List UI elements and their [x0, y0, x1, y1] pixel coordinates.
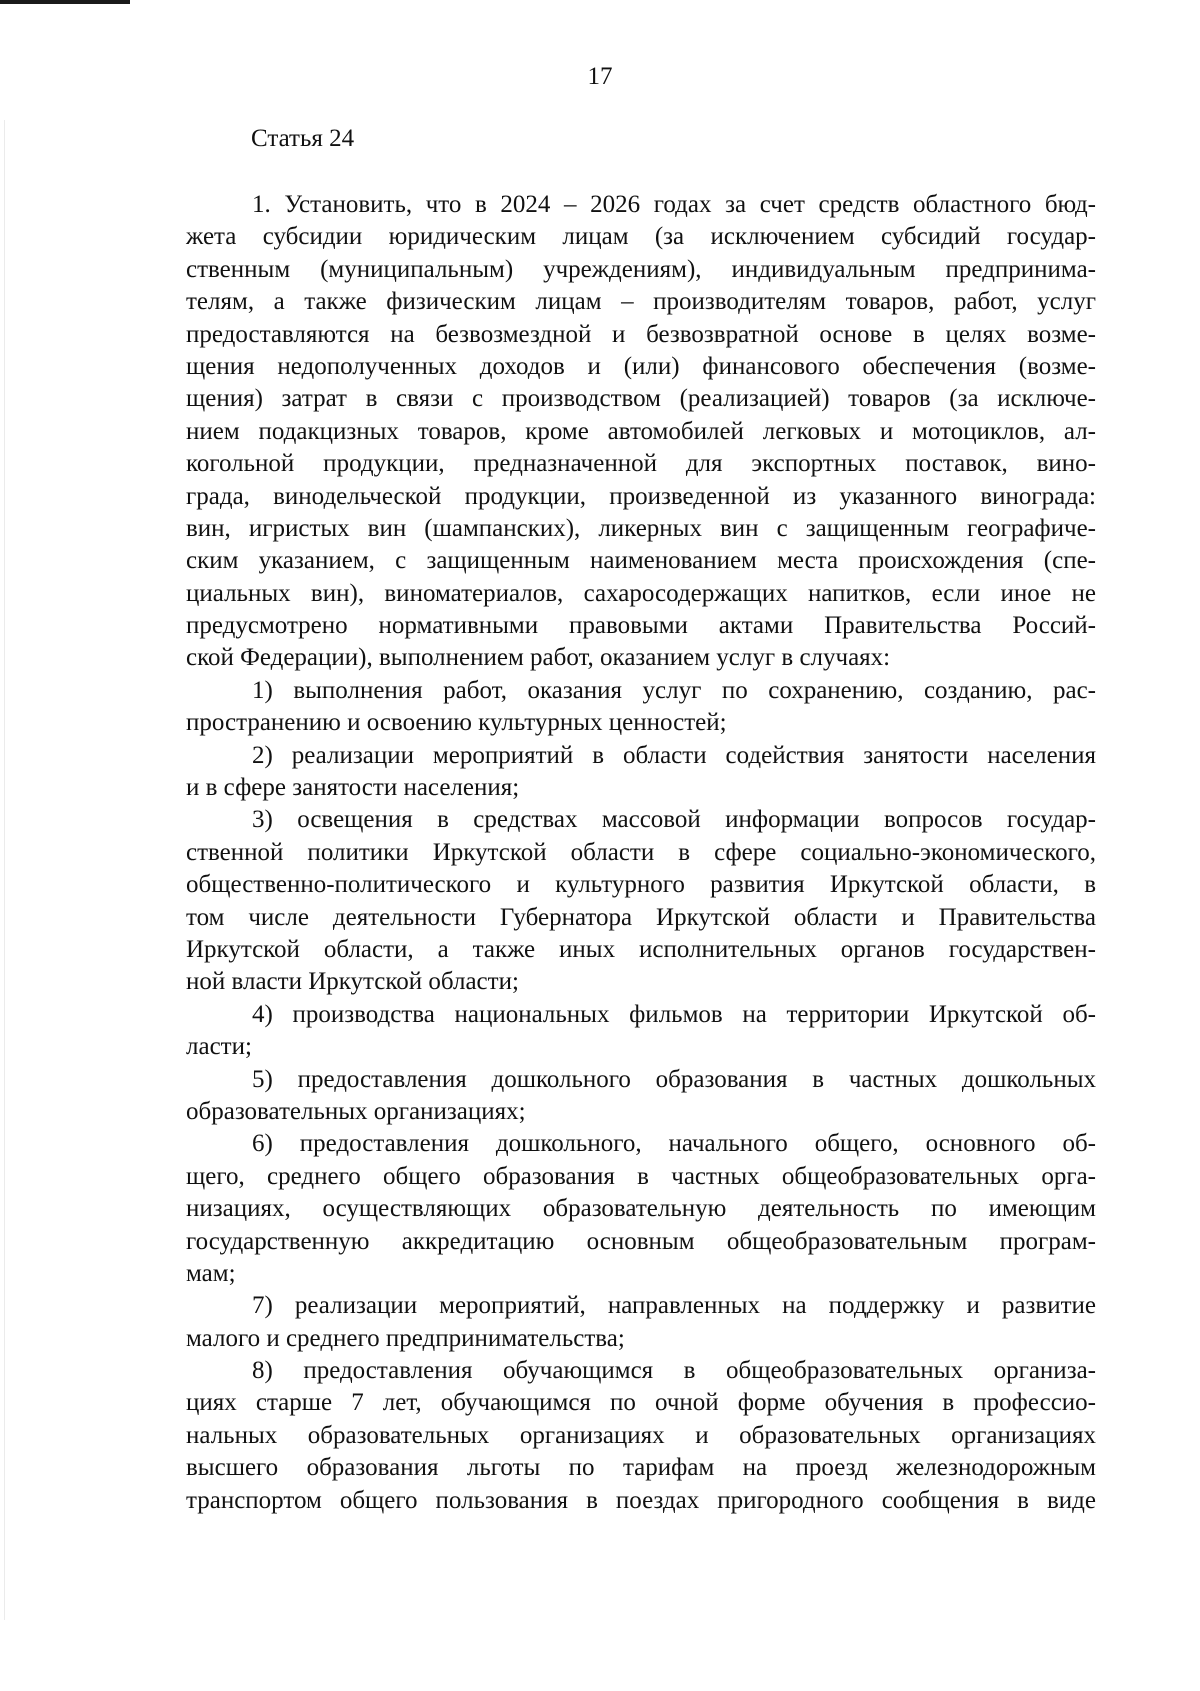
- text-line: циальных вин), виноматериалов, сахаросодержащих напитков, если иное не: [186, 579, 1096, 607]
- text-line: мам;: [186, 1259, 236, 1287]
- article-title: Статья 24: [251, 125, 355, 152]
- page-number: 17: [587, 63, 613, 90]
- text-line: государственную аккредитацию основным общеобразовательным програм-: [186, 1227, 1096, 1255]
- scan-edge-line: [4, 120, 5, 1620]
- text-line: ственным (муниципальным) учреждениям), индивидуальным предпринима-: [186, 255, 1096, 283]
- text-line: нальных образовательных организациях и образовательных организациях: [186, 1421, 1096, 1449]
- text-line: 8) предоставления обучающимся в общеобразовательных организа-: [252, 1357, 1096, 1385]
- text-line: и в сфере занятости населения;: [186, 774, 520, 802]
- scan-corner-mark: [0, 0, 130, 4]
- text-line: 7) реализации мероприятий, направленных на поддержку и развитие: [252, 1292, 1096, 1320]
- text-line: когольной продукции, предназначенной для экспортных поставок, вино-: [186, 450, 1096, 478]
- article-body: [186, 189, 1096, 1517]
- text-line: ной власти Иркутской области;: [186, 968, 519, 996]
- text-line: 6) предоставления дошкольного, начального общего, основного об-: [252, 1130, 1096, 1158]
- text-line: 5) предоставления дошкольного образования в частных дошкольных: [252, 1065, 1096, 1093]
- text-line: том числе деятельности Губернатора Иркутской области и Правительства: [186, 903, 1096, 931]
- text-line: щения) затрат в связи с производством (реализацией) товаров (за исключе-: [186, 385, 1096, 413]
- text-line: ласти;: [186, 1033, 252, 1061]
- text-line: циях старше 7 лет, обучающимся по очной форме обучения в профессио-: [186, 1389, 1096, 1417]
- text-line: 2) реализации мероприятий в области содействия занятости населения: [252, 741, 1096, 769]
- text-line: града, винодельческой продукции, произведенной из указанного винограда:: [186, 482, 1096, 510]
- text-line: малого и среднего предпринимательства;: [186, 1324, 625, 1352]
- text-line: 4) производства национальных фильмов на территории Иркутской об-: [252, 1000, 1096, 1028]
- text-line: щения недополученных доходов и (или) финансового обеспечения (возме-: [186, 352, 1096, 380]
- text-line: телям, а также физическим лицам – производителям товаров, работ, услуг: [186, 288, 1096, 316]
- text-line: высшего образования льготы по тарифам на проезд железнодорожным: [186, 1454, 1096, 1482]
- text-line: жета субсидии юридическим лицам (за исключением субсидий государ-: [186, 223, 1096, 251]
- text-line: ской Федерации), выполнением работ, оказанием услуг в случаях:: [186, 644, 891, 672]
- text-line: 1) выполнения работ, оказания услуг по сохранению, созданию, рас-: [252, 676, 1096, 704]
- text-line: 1. Установить, что в 2024 – 2026 годах за счет средств областного бюд-: [252, 191, 1096, 218]
- text-line: ственной политики Иркутской области в сфере социально-экономического,: [186, 838, 1096, 866]
- text-line: низациях, осуществляющих образовательную деятельность по имеющим: [186, 1195, 1096, 1223]
- text-line: общественно-политического и культурного развития Иркутской области, в: [186, 871, 1096, 899]
- text-line: 3) освещения в средствах массовой информации вопросов государ-: [252, 806, 1096, 834]
- text-line: нием подакцизных товаров, кроме автомобилей легковых и мотоциклов, ал-: [186, 417, 1096, 445]
- text-line: щего, среднего общего образования в частных общеобразовательных орга-: [186, 1162, 1096, 1190]
- text-line: предусмотрено нормативными правовыми актами Правительства Россий-: [186, 612, 1096, 640]
- text-line: вин, игристых вин (шампанских), ликерных вин с защищенным географиче-: [186, 514, 1096, 542]
- text-line: ским указанием, с защищенным наименованием места происхождения (спе-: [186, 547, 1096, 575]
- text-line: Иркутской области, а также иных исполнительных органов государствен-: [186, 935, 1096, 963]
- text-line: образовательных организациях;: [186, 1097, 526, 1125]
- text-line: пространению и освоению культурных ценностей;: [186, 709, 727, 737]
- text-line: транспортом общего пользования в поездах пригородного сообщения в виде: [186, 1486, 1096, 1514]
- text-line: предоставляются на безвозмездной и безвозвратной основе в целях возме-: [186, 320, 1096, 348]
